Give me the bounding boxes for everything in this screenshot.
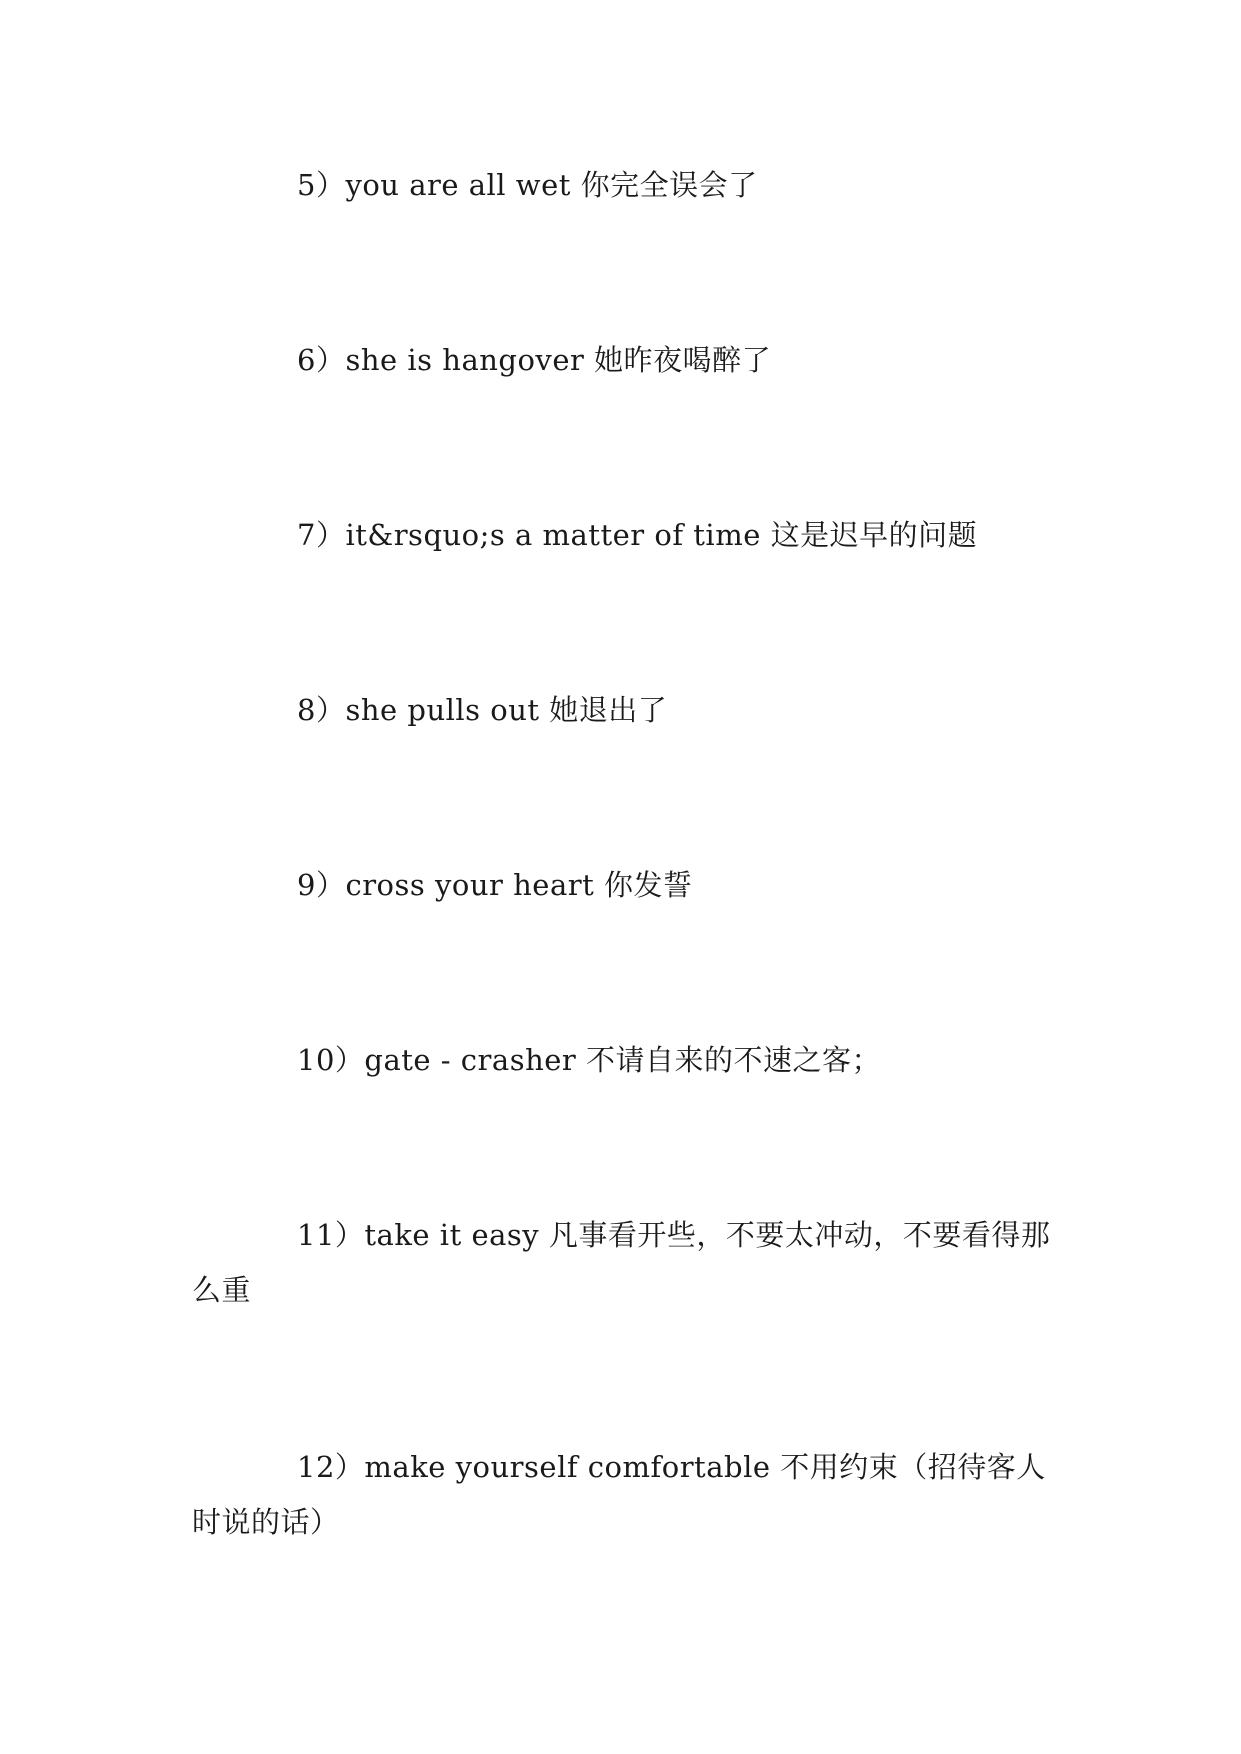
entry-number: 6） bbox=[297, 343, 346, 377]
phrase-entry-5 bbox=[192, 158, 1052, 213]
entry-number: 5） bbox=[297, 168, 346, 202]
entry-text: take it easy 凡事看开些，不要太冲动，不要看得那么重 bbox=[192, 1218, 1051, 1307]
entry-number: 7） bbox=[297, 518, 346, 552]
entry-text: cross your heart 你发誓 bbox=[345, 868, 693, 902]
entry-number: 9） bbox=[297, 868, 346, 902]
entry-text: she is hangover 她昨夜喝醉了 bbox=[345, 343, 772, 377]
entry-text: make yourself comfortable 不用约束（招待客人时说的话） bbox=[192, 1450, 1046, 1539]
entry-text: it&rsquo;s a matter of time 这是迟早的问题 bbox=[345, 518, 978, 552]
phrase-entry-9 bbox=[192, 858, 1052, 913]
entry-text: she pulls out 她退出了 bbox=[345, 693, 668, 727]
entry-number: 8） bbox=[297, 693, 346, 727]
phrase-entry-8 bbox=[192, 683, 1052, 738]
entry-text: gate - crasher 不请自来的不速之客； bbox=[364, 1043, 882, 1077]
phrase-entry-11 bbox=[192, 1208, 1052, 1318]
entry-number: 12） bbox=[297, 1450, 365, 1484]
entry-number: 10） bbox=[297, 1043, 365, 1077]
entry-text: you are all wet 你完全误会了 bbox=[345, 168, 758, 202]
phrase-entry-6 bbox=[192, 333, 1052, 388]
entry-number: 11） bbox=[297, 1218, 365, 1252]
phrase-entry-10 bbox=[192, 1033, 1052, 1088]
phrase-entry-7 bbox=[192, 508, 1052, 563]
phrase-entry-12 bbox=[192, 1440, 1052, 1550]
